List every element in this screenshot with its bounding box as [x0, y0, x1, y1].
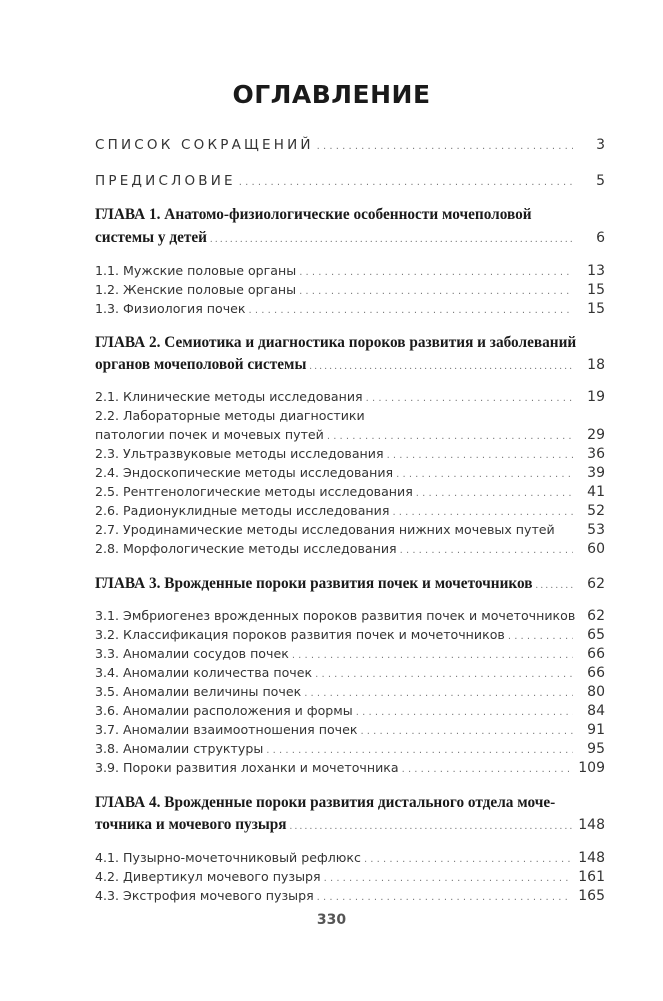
toc-page-number: 19 — [587, 389, 605, 405]
toc-section-label: 2.6. Радионуклидные методы исследования — [95, 503, 390, 518]
leader-dots — [324, 873, 573, 884]
toc-page-number: 5 — [596, 173, 605, 189]
toc-section — [95, 888, 605, 904]
toc-section — [95, 465, 605, 481]
toc-section — [95, 484, 605, 500]
leader-dots — [536, 580, 573, 591]
toc-section — [95, 627, 605, 643]
leader-dots — [387, 450, 573, 461]
chapter-4-title: ГЛАВА 4. Врожденные пороки развития дистального отдела моче- — [95, 794, 556, 811]
toc-section — [95, 408, 605, 423]
toc-page-number: 62 — [587, 608, 605, 624]
toc-section-label: 3.4. Аномалии количества почек — [95, 665, 313, 680]
leader-dots — [290, 821, 573, 832]
toc-section-label: 3.2. Классификация пороков развития почек и мочеточников — [95, 627, 505, 642]
toc-section — [95, 282, 605, 298]
chapter-title: ГЛАВА 3. Врожденные пороки развития почек и мочеточников — [95, 575, 533, 592]
chapter-2-entry — [95, 356, 605, 374]
toc-section-label: 4.3. Экстрофия мочевого пузыря — [95, 888, 314, 903]
toc-page-number: 65 — [587, 627, 605, 643]
toc-entry-preface — [95, 173, 605, 189]
toc-page-number: 66 — [587, 646, 605, 662]
leader-dots — [299, 267, 573, 278]
toc-page-number: 39 — [587, 465, 605, 481]
toc-section — [95, 503, 605, 519]
toc-section-label: 4.2. Дивертикул мочевого пузыря — [95, 869, 321, 884]
leader-dots — [210, 234, 573, 245]
toc-section-label: 3.9. Пороки развития лоханки и мочеточника — [95, 760, 399, 775]
toc-page-number: 36 — [587, 446, 605, 462]
toc-section-label: 3.7. Аномалии взаимоотношения почек — [95, 722, 358, 737]
leader-dots — [366, 393, 573, 404]
toc-page-number: 95 — [587, 741, 605, 757]
leader-dots — [402, 764, 573, 775]
toc-section — [95, 301, 605, 317]
toc-section — [95, 869, 605, 885]
toc-section-label: 2.5. Рентгенологические методы исследования — [95, 484, 413, 499]
toc-page-number: 18 — [587, 357, 605, 373]
leader-dots — [239, 177, 573, 188]
toc-section-label: 2.3. Ультразвуковые методы исследования — [95, 446, 384, 461]
toc-section-label: 2.8. Морфологические методы исследования — [95, 541, 397, 556]
leader-dots — [356, 707, 573, 718]
toc-page-number: 53 — [587, 522, 605, 538]
chapter-3-entry — [95, 575, 605, 593]
toc-section-label: 3.3. Аномалии сосудов почек — [95, 646, 289, 661]
toc-section-label: 3.1. Эмбриогенез врожденных пороков развития почек и мочеточников — [95, 608, 576, 623]
toc-page-number: 3 — [596, 137, 605, 153]
toc-entry-label: ПРЕДИСЛОВИЕ — [95, 173, 236, 189]
page-number-footer: 330 — [316, 912, 347, 928]
toc-section — [95, 608, 605, 624]
chapter-4-entry — [95, 816, 605, 834]
toc-section-label: 2.7. Уродинамические методы исследования нижних мочевых путей — [95, 522, 555, 537]
toc-page-number: 161 — [578, 869, 605, 885]
leader-dots — [315, 669, 573, 680]
toc-page-number: 6 — [596, 230, 605, 246]
toc-page-number: 15 — [587, 282, 605, 298]
leader-dots — [508, 631, 573, 642]
leader-dots — [266, 745, 573, 756]
toc-section — [95, 446, 605, 462]
chapter-title-continued: системы у детей — [95, 229, 208, 246]
toc-page-number: 66 — [587, 665, 605, 681]
toc-section-label: 2.4. Эндоскопические методы исследования — [95, 465, 394, 480]
toc-page-number: 148 — [578, 817, 605, 833]
leader-dots — [396, 469, 573, 480]
toc-section-label: 3.6. Аномалии расположения и формы — [95, 703, 353, 718]
chapter-title-continued: точника и мочевого пузыря — [95, 816, 287, 833]
toc-page-number: 13 — [587, 263, 605, 279]
leader-dots — [299, 286, 573, 297]
chapter-title-continued: органов мочеполовой системы — [95, 356, 307, 373]
toc-section-label: 1.1. Мужские половые органы — [95, 263, 297, 278]
leader-dots — [400, 545, 573, 556]
toc-section-label: 4.1. Пузырно-мочеточниковый рефлюкс — [95, 850, 361, 865]
leader-dots — [364, 854, 572, 865]
toc-section — [95, 760, 605, 776]
toc-section — [95, 646, 605, 662]
toc-section — [95, 522, 605, 538]
chapter-1-title: ГЛАВА 1. Анатомо-физиологические особенности мочеполовой — [95, 206, 532, 223]
toc-section — [95, 263, 605, 279]
leader-dots — [392, 507, 573, 518]
toc-section — [95, 741, 605, 757]
toc-page-number: 84 — [587, 703, 605, 719]
toc-page-number: 62 — [587, 576, 605, 592]
leader-dots — [416, 488, 573, 499]
toc-entry-abbreviations — [95, 137, 605, 153]
toc-section-label: 1.2. Женские половые органы — [95, 282, 297, 297]
toc-section-label: патологии почек и мочевых путей — [95, 427, 324, 442]
chapter-2-title: ГЛАВА 2. Семиотика и диагностика пороков развития и заболеваний — [95, 334, 577, 351]
toc-page-number: 15 — [587, 301, 605, 317]
toc-section — [95, 850, 605, 866]
toc-section — [95, 665, 605, 681]
toc-section — [95, 684, 605, 700]
toc-section-label: 2.1. Клинические методы исследования — [95, 389, 363, 404]
leader-dots — [292, 650, 573, 661]
toc-section — [95, 722, 605, 738]
toc-section-label: 3.5. Аномалии величины почек — [95, 684, 302, 699]
page-title: ОГЛАВЛЕНИЕ — [232, 80, 431, 109]
toc-page-number: 41 — [587, 484, 605, 500]
toc-page-number: 91 — [587, 722, 605, 738]
toc-page-number: 80 — [587, 684, 605, 700]
toc-section — [95, 389, 605, 405]
toc-page-number: 52 — [587, 503, 605, 519]
toc-section-label: 3.8. Аномалии структуры — [95, 741, 264, 756]
toc-section — [95, 703, 605, 719]
leader-dots — [317, 141, 573, 152]
toc-section-label: 2.2. Лабораторные методы диагностики — [95, 408, 365, 423]
toc-page-number: 29 — [587, 427, 605, 443]
toc-section-label: 1.3. Физиология почек — [95, 301, 246, 316]
toc-page-number: 109 — [578, 760, 605, 776]
leader-dots — [360, 726, 573, 737]
leader-dots — [327, 431, 573, 442]
leader-dots — [317, 892, 573, 903]
toc-section — [95, 541, 605, 557]
toc-entry-label: СПИСОК СОКРАЩЕНИЙ — [95, 137, 314, 153]
toc-page-number: 60 — [587, 541, 605, 557]
leader-dots — [249, 305, 573, 316]
toc-page-number: 165 — [578, 888, 605, 904]
leader-dots — [304, 688, 573, 699]
toc-section-continued — [95, 427, 605, 443]
leader-dots — [309, 361, 573, 372]
chapter-1-entry — [95, 229, 605, 247]
toc-page-number: 148 — [578, 850, 605, 866]
